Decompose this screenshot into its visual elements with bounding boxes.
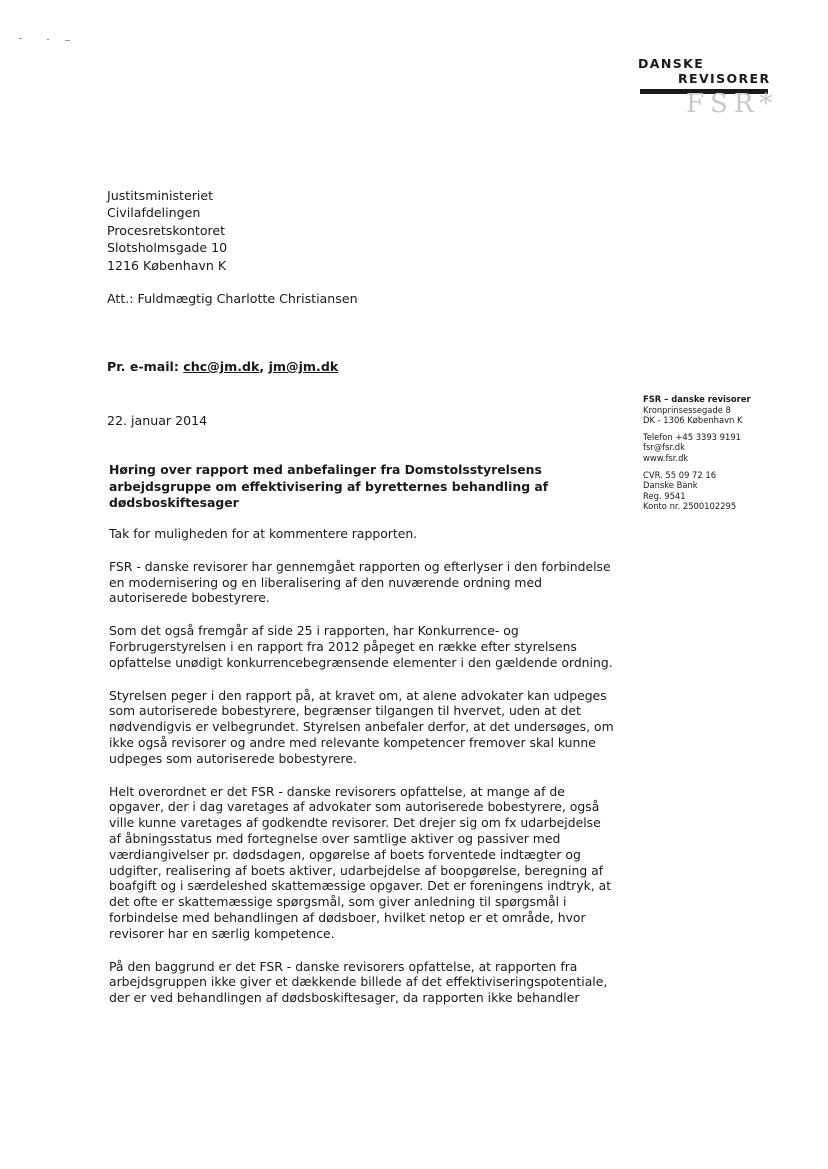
logo-text-revisorer: REVISORER — [678, 71, 771, 86]
body-paragraph — [109, 559, 609, 606]
subject-line: arbejdsgruppe om effektivisering af byretternes behandling af — [109, 478, 549, 494]
sender-org: FSR – danske revisorer — [643, 394, 751, 404]
recipient-address — [107, 187, 227, 274]
logo-text-danske: DANSKE — [638, 56, 705, 71]
body-line: Helt overordnet er det FSR - danske revisorers opfattelse, at mange af de — [109, 783, 565, 799]
sender-address-line: DK - 1306 København K — [643, 415, 743, 426]
body-line: udpeges som autoriserede bobestyrere. — [109, 750, 357, 766]
body-line: af åbningsstatus med fortegnelse over samtlige aktiver og passiver med — [109, 830, 561, 846]
subject-line: dødsboskiftesager — [109, 495, 239, 510]
body-line: værdiangivelser pr. dødsdagen, opgørelse af boets forventede indtægter og — [109, 846, 581, 862]
body-paragraph — [109, 687, 614, 767]
sender-website[interactable]: www.fsr.dk — [643, 452, 689, 463]
address-line: 1216 København K — [107, 257, 227, 273]
address-line: Slotsholmsgade 10 — [107, 240, 228, 256]
body-line: der er ved behandlingen af dødsboskiftesager, da rapporten ikke behandler — [109, 990, 580, 1006]
sender-bank: Danske Bank — [643, 480, 698, 491]
body-line: Styrelsen peger i den rapport på, at kravet om, at alene advokater kan udpeges — [109, 687, 607, 703]
body-line: det ofte er skattemæssige spørgsmål, som giver anledning til spørgsmål i — [109, 894, 567, 910]
sender-bank-block — [643, 470, 793, 512]
attention-line: Att.: Fuldmægtig Charlotte Christiansen — [107, 291, 358, 306]
body-paragraph — [109, 623, 613, 670]
sender-phone: Telefon +45 3393 9191 — [643, 431, 741, 442]
address-line: Procesretskontoret — [107, 222, 226, 238]
body-line: arbejdsgruppen ikke giver et dækkende billede af det effektiviseringspotentiale, — [109, 974, 608, 990]
address-line: Justitsministeriet — [107, 188, 214, 203]
scan-speck — [65, 40, 70, 41]
letter-subject — [109, 462, 549, 512]
body-line: forbindelse med behandlingen af dødsboer, hvilket netop er et område, hvor — [109, 909, 586, 925]
logo-fsr-mark: FSR* — [686, 89, 779, 119]
email-link-jm[interactable]: jm@jm.dk — [268, 359, 339, 374]
body-line: autoriserede bobestyrere. — [109, 590, 270, 606]
sender-address-line: Kronprinsessegade 8 — [643, 404, 731, 415]
body-paragraph — [109, 783, 612, 942]
sender-reg: Reg. 9541 — [643, 490, 686, 501]
body-line: udgifter, realisering af boets aktiver, udarbejdelse af boopgørelse, beregning af — [109, 862, 604, 878]
body-line: Forbrugerstyrelsen i en rapport fra 2012 påpeget en række efter styrelsens — [109, 638, 577, 654]
body-paragraph — [109, 959, 609, 1006]
body-line: revisorer har en særlig kompetence. — [109, 925, 335, 941]
sender-address-block — [643, 394, 793, 426]
body-line: På den baggrund er det FSR - danske revisorers opfattelse, at rapporten fra — [109, 958, 578, 974]
email-line — [107, 359, 338, 374]
email-label: Pr. e-mail: — [107, 359, 179, 374]
letter-date: 22. januar 2014 — [107, 413, 208, 428]
address-line: Civilafdelingen — [107, 205, 201, 221]
body-line: ville kunne varetages af godkendte revisorer. Det drejer sig om fx udarbejdelse — [109, 815, 601, 831]
email-link-chc[interactable]: chc@jm.dk — [183, 359, 260, 374]
body-line: Tak for muligheden for at kommentere rapporten. — [109, 526, 418, 541]
email-separator: , — [259, 359, 265, 374]
body-line: opgaver, der i dag varetages af advokater som autoriserede bobestyrere, også — [109, 799, 600, 815]
fsr-logo — [632, 56, 779, 119]
body-line: en modernisering og en liberalisering af den nuværende ordning med — [109, 574, 542, 590]
body-line: ikke også revisorer og andre med relevante kompetencer fremover skal kunne — [109, 734, 596, 750]
scan-speck — [19, 38, 22, 39]
scan-speck — [47, 39, 49, 40]
subject-line: Høring over rapport med anbefalinger fra Domstolsstyrelsens — [109, 462, 542, 477]
body-paragraph — [109, 526, 609, 542]
sender-info — [643, 394, 793, 518]
sender-account: Konto nr. 2500102295 — [643, 501, 737, 512]
body-line: FSR - danske revisorer har gennemgået rapporten og efterlyser i den forbindelse — [109, 558, 611, 574]
body-line: nødvendigvis er velbegrundet. Styrelsen anbefaler derfor, at det undersøges, om — [109, 719, 614, 735]
letter-body — [109, 526, 614, 1023]
body-line: Som det også fremgår af side 25 i rapporten, har Konkurrence- og — [109, 623, 519, 639]
body-line: som autoriserede bobestyrere, begrænser tilgangen til hvervet, uden at det — [109, 703, 581, 719]
sender-contact-block — [643, 432, 793, 464]
sender-email[interactable]: fsr@fsr.dk — [643, 442, 685, 453]
body-line: boafgift og i særdeleshed skattemæssige opgaver. Det er foreningens indtryk, at — [109, 878, 612, 894]
sender-cvr: CVR. 55 09 72 16 — [643, 469, 717, 480]
body-line: opfattelse unødigt konkurrencebegrænsende elementer i den gældende ordning. — [109, 654, 613, 670]
